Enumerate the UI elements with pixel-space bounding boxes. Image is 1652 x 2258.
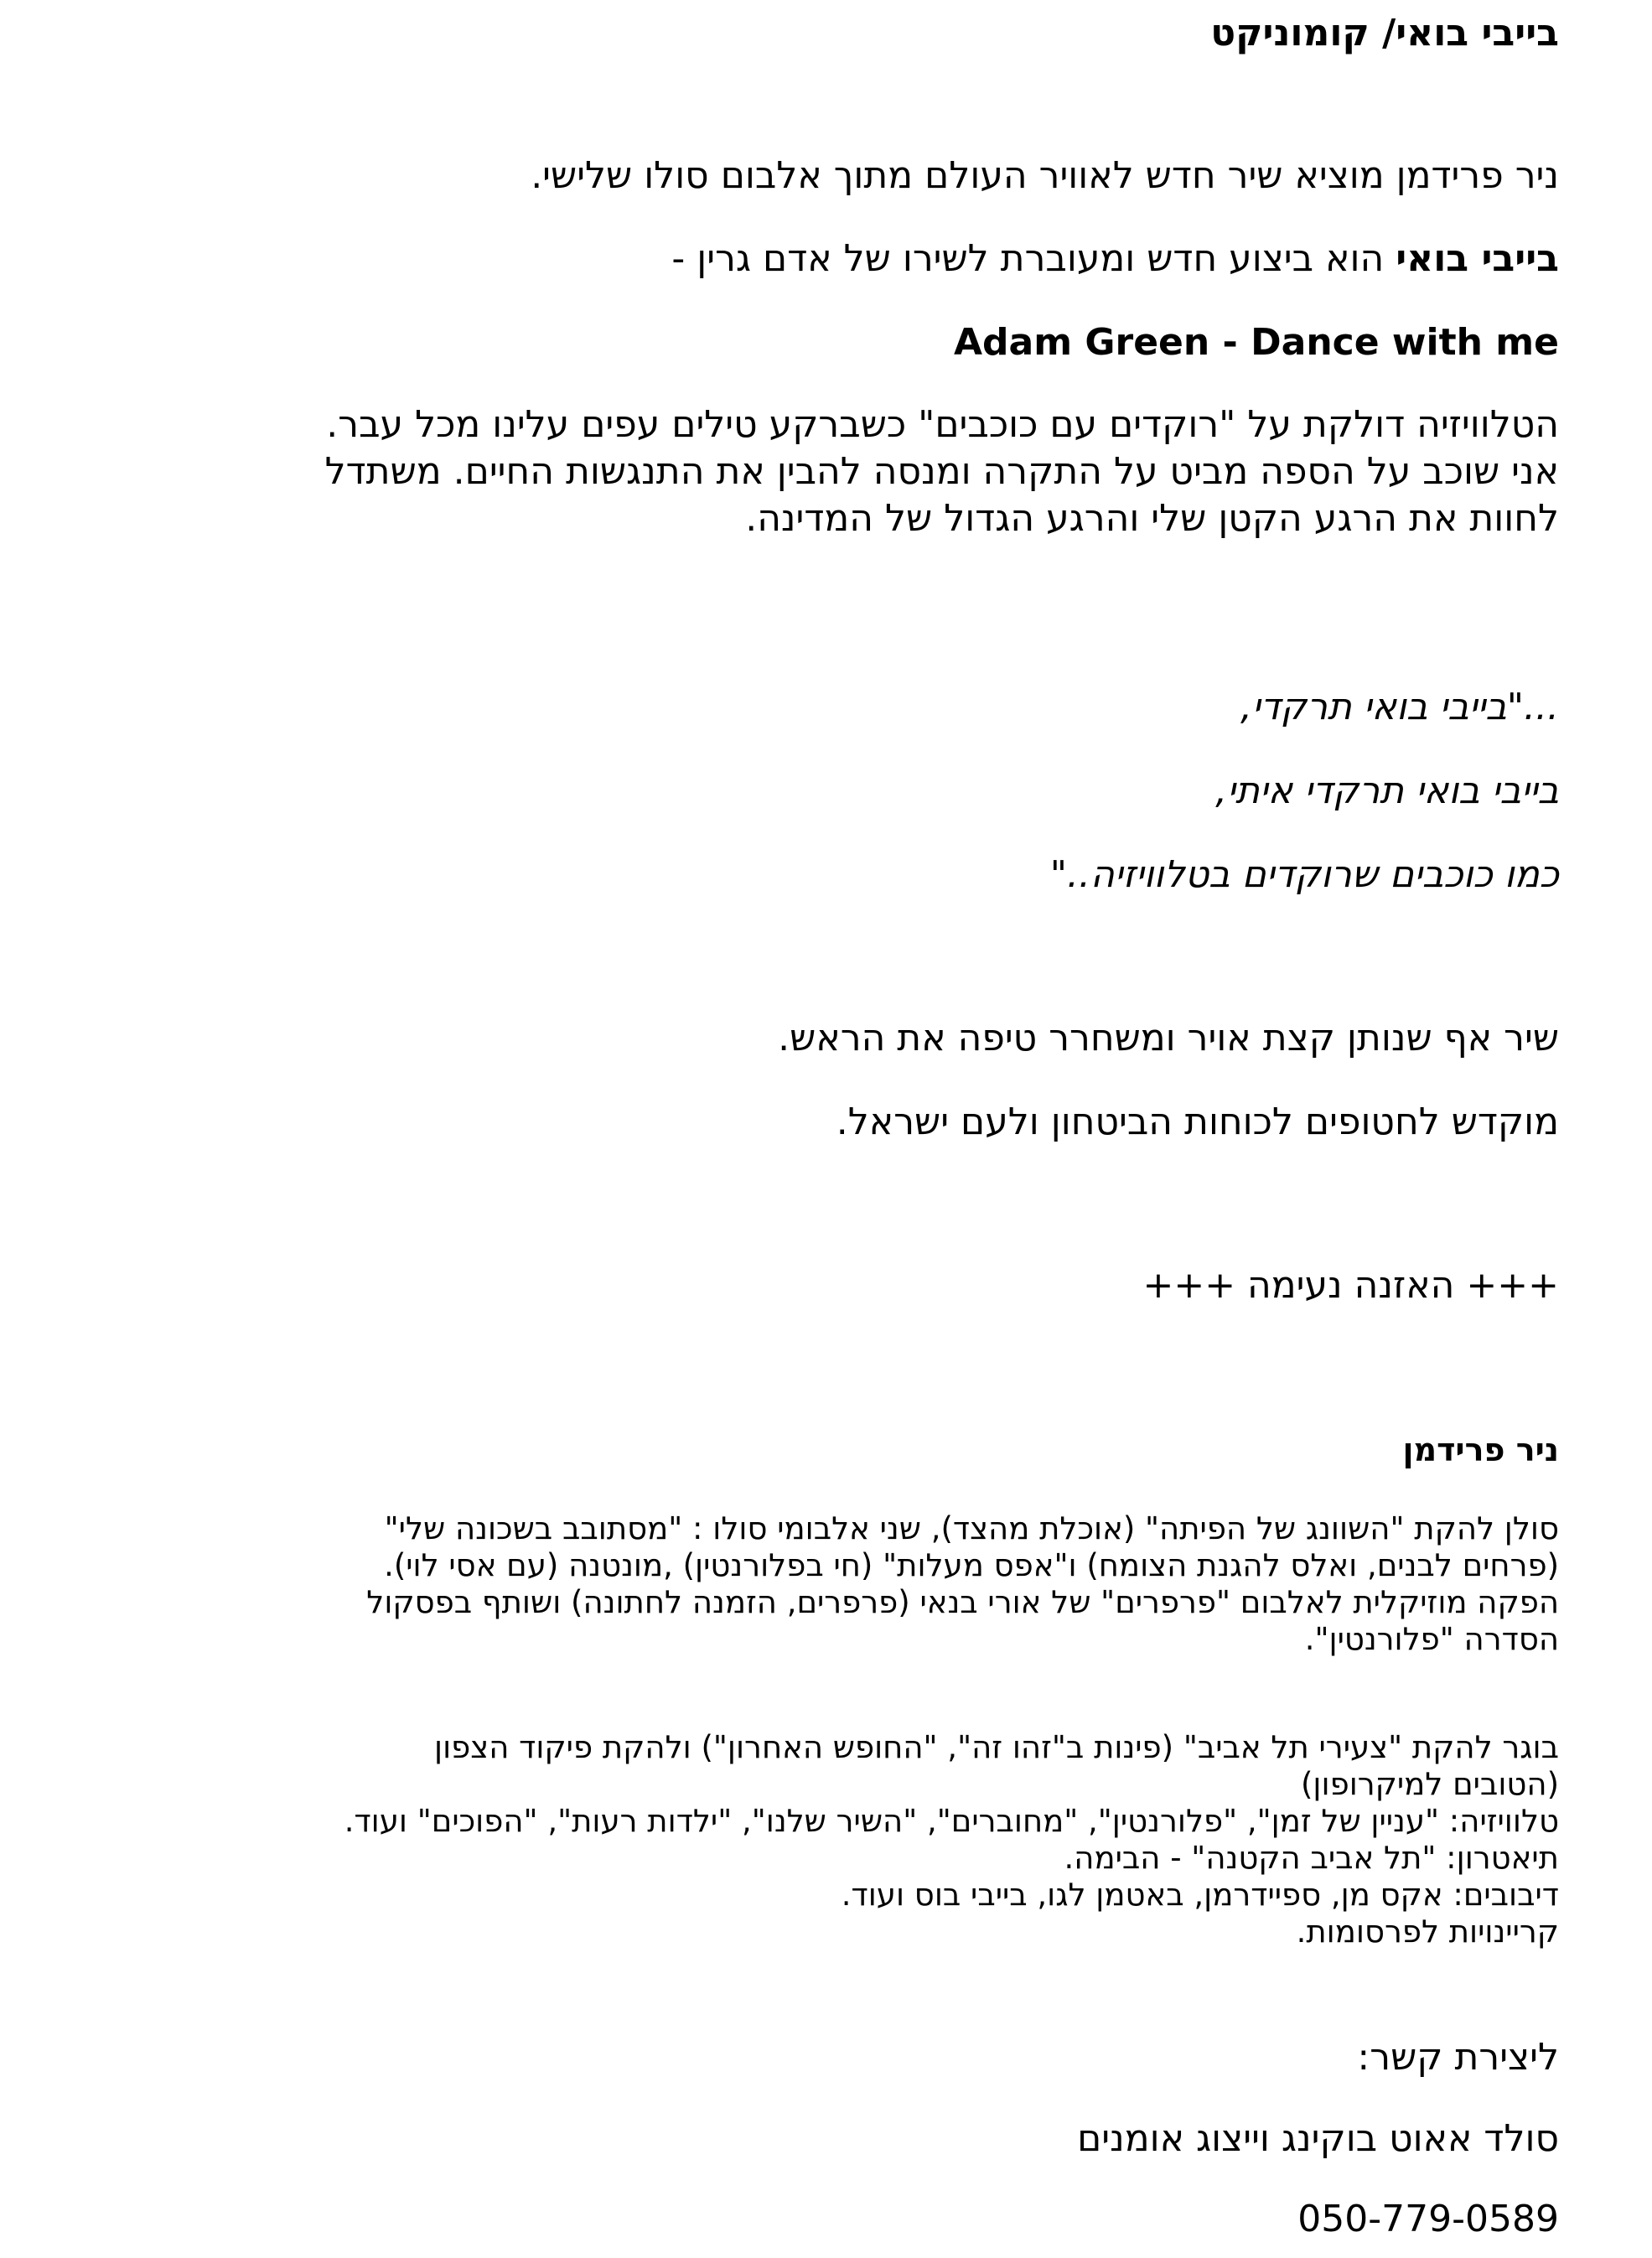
closing-line: שיר אף שנותן קצת אויר ומשחרר טיפה את הראש. [778,1017,1559,1059]
bio-line: (פרחים לבנים, ואלס להגנת הצומח) ו"אפס מעלות" (חי בפלורנטין) ,מונטנה (עם אסי לוי). [384,1547,1559,1583]
lyrics-line: ..."בייבי בואי תרקדי, [1240,686,1559,728]
phone-number: 050-779-0589 [1297,2198,1559,2240]
english-song-title [954,321,1559,364]
song-name: בייבי בואי [1396,237,1559,280]
bio-heading: ניר פרידמן [1402,1432,1559,1468]
bio-line: דיבובים: אקס מן, ספיידרמן, באטמן לגו, בייבי בוס ועוד. [841,1877,1559,1913]
closing-line: מוקדש לחטופים לכוחות הביטחון ולעם ישראל. [836,1101,1559,1143]
description-line: הטלוויזיה דולקת על "רוקדים עם כוכבים" כשברקע טילים עפים עלינו מכל עבר. [326,403,1559,446]
bio-line: סולן להקת "השוונג של הפיתה" (אוכלת מהצד), שני אלבומי סולו : "מסתובב בשכונה שלי" [384,1510,1559,1546]
description-line: לחוות את הרגע הקטן שלי והרגע הגדול של המדינה. [745,497,1559,540]
document-title: בייבי בואי/ קומוניקט [1210,12,1559,54]
bio-paragraph-2 [34,1729,1559,1950]
lyrics-line: כמו כוכבים שרוקדים בטלוויזיה.." [1049,853,1559,896]
english-title-text: Adam Green - Dance with me [953,321,1559,364]
bio-line: טלוויזיה: "עניין של זמן", "פלורנטין", "מחוברים", "השיר שלנו", "ילדות רעות", "הפוכים" ועוד. [344,1803,1559,1839]
bio-line: קריינויות לפרסומות. [1296,1914,1559,1950]
bio-line: (הטובים למיקרופון) [1300,1766,1559,1802]
description-line: אני שוכב על הספה מביט על התקרה ומנסה להבין את התנגשות החיים. משתדל [324,450,1559,493]
lyrics-line: בייבי בואי תרקדי איתי, [1215,769,1559,812]
listening-note: +++ האזנה נעימה +++ [1142,1264,1559,1307]
contact-phone [1297,2198,1559,2240]
contact-label: ליצירת קשר: [1357,2036,1559,2079]
song-line [671,237,1559,280]
description-paragraph [34,401,1559,542]
intro-paragraph: ניר פרידמן מוציא שיר חדש לאוויר העולם מתוך אלבום סולו שלישי. [531,154,1559,197]
bio-line: תיאטרון: "תל אביב הקטנה" - הבימה. [1064,1840,1559,1876]
contact-agency: סולד אאוט בוקינג וייצוג אומנים [1077,2117,1559,2160]
song-line-rest: הוא ביצוע חדש ומעוברת לשירו של אדם גרין - [671,237,1396,280]
bio-paragraph-1 [34,1510,1559,1658]
bio-line: הפקה מוזיקלית לאלבום "פרפרים" של אורי בנאי (פרפרים, הזמנה לחתונה) ושותף בפסקול [366,1584,1559,1620]
bio-line: הסדרה "פלורנטין". [1304,1621,1559,1657]
bio-line: בוגר להקת "צעירי תל אביב" (פינות ב"זהו זה", "החופש האחרון") ולהקת פיקוד הצפון [434,1729,1559,1765]
